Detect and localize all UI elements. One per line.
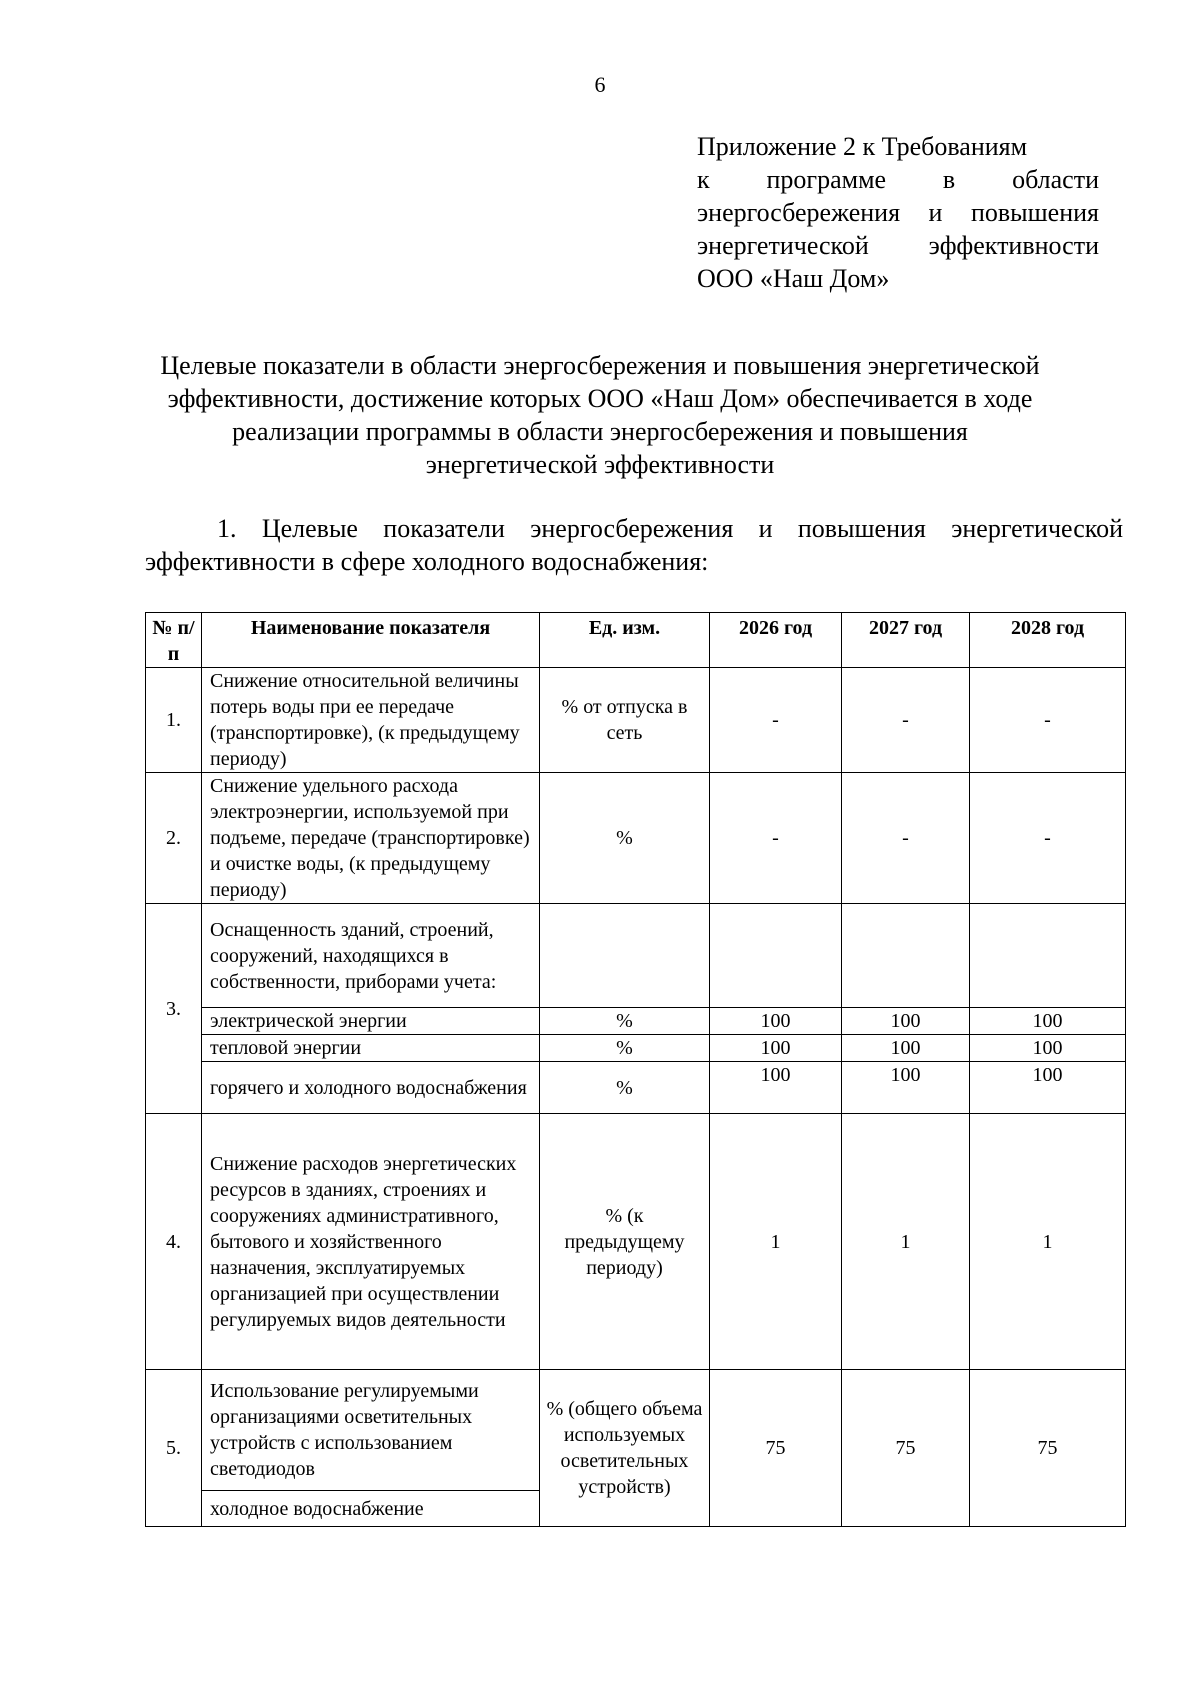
section-line: 1. Целевые показатели энергосбережения и повышения энергетической bbox=[217, 514, 1123, 543]
row-num: 5. bbox=[146, 1370, 202, 1527]
header-num: № п/п bbox=[146, 613, 202, 668]
value-2027: 100 bbox=[842, 1062, 970, 1114]
indicator-name: Снижение удельного расхода электроэнергии, используемой при подъеме, передаче (транспортировке) и очистке воды, (к предыдущему периоду) bbox=[202, 773, 540, 904]
value-2027: 1 bbox=[842, 1114, 970, 1370]
table-row bbox=[146, 773, 1126, 904]
indicator-name: Оснащенность зданий, строений, сооружений, находящихся в собственности, приборами учета: bbox=[202, 904, 540, 1008]
header-2026: 2026 год bbox=[710, 613, 842, 668]
empty-cell bbox=[970, 904, 1126, 1008]
table-row bbox=[146, 904, 1126, 1008]
row-num: 4. bbox=[146, 1114, 202, 1370]
indicator-subname: тепловой энергии bbox=[202, 1035, 540, 1062]
title-line: энергетической эффективности bbox=[425, 450, 775, 479]
empty-cell bbox=[540, 904, 710, 1008]
value-2028: 100 bbox=[970, 1008, 1126, 1035]
value-2027: 75 bbox=[842, 1370, 970, 1527]
appendix-line: ООО «Наш Дом» bbox=[697, 264, 890, 293]
value-2027: 100 bbox=[842, 1035, 970, 1062]
appendix-line: энергетической эффективности bbox=[697, 231, 1099, 260]
indicator-subname: горячего и холодного водоснабжения bbox=[202, 1062, 540, 1114]
indicator-unit: % bbox=[540, 1062, 710, 1114]
table-row bbox=[146, 1370, 1126, 1491]
value-2028: 75 bbox=[970, 1370, 1126, 1527]
value-2026: - bbox=[710, 668, 842, 773]
indicator-unit: % bbox=[540, 1035, 710, 1062]
title-line: эффективности, достижение которых ООО «Наш Дом» обеспечивается в ходе bbox=[167, 384, 1033, 413]
page-number: 6 bbox=[594, 72, 606, 97]
row-num: 1. bbox=[146, 668, 202, 773]
value-2026: 100 bbox=[710, 1035, 842, 1062]
header-2027: 2027 год bbox=[842, 613, 970, 668]
value-2026: 75 bbox=[710, 1370, 842, 1527]
value-2028: 100 bbox=[970, 1062, 1126, 1114]
value-2028: - bbox=[970, 773, 1126, 904]
header-name: Наименование показателя bbox=[202, 613, 540, 668]
section-heading bbox=[145, 512, 1123, 578]
row-num: 3. bbox=[146, 904, 202, 1114]
document-title bbox=[100, 349, 1100, 481]
indicator-unit: % (общего объема используемых осветительных устройств) bbox=[540, 1370, 710, 1527]
appendix-heading bbox=[697, 130, 1099, 295]
value-2028: 100 bbox=[970, 1035, 1126, 1062]
table-subrow bbox=[146, 1062, 1126, 1114]
header-2028: 2028 год bbox=[970, 613, 1126, 668]
indicator-name: Снижение расходов энергетических ресурсов в зданиях, строениях и сооружениях административного, бытового и хозяйственного назначения, эксплуатируемых организацией при осуществлении регулируемых видов деятельности bbox=[202, 1114, 540, 1370]
value-2026: - bbox=[710, 773, 842, 904]
indicator-unit: % bbox=[540, 1008, 710, 1035]
value-2027: - bbox=[842, 773, 970, 904]
appendix-line: Приложение 2 к Требованиям bbox=[697, 132, 1028, 161]
indicator-unit: % от отпуска в сеть bbox=[540, 668, 710, 773]
table-subrow bbox=[146, 1035, 1126, 1062]
empty-cell bbox=[710, 904, 842, 1008]
indicator-subname: электрической энергии bbox=[202, 1008, 540, 1035]
value-2026: 100 bbox=[710, 1008, 842, 1035]
title-line: Целевые показатели в области энергосбережения и повышения энергетической bbox=[160, 351, 1040, 380]
indicator-name: Использование регулируемыми организациями осветительных устройств с использованием светодиодов bbox=[202, 1370, 540, 1491]
value-2027: - bbox=[842, 668, 970, 773]
indicator-subname: холодное водоснабжение bbox=[202, 1491, 540, 1527]
value-2026: 1 bbox=[710, 1114, 842, 1370]
section-line: эффективности в сфере холодного водоснабжения: bbox=[145, 547, 709, 576]
header-unit: Ед. изм. bbox=[540, 613, 710, 668]
value-2027: 100 bbox=[842, 1008, 970, 1035]
indicators-table bbox=[145, 612, 1126, 1527]
table-subrow bbox=[146, 1008, 1126, 1035]
value-2028: - bbox=[970, 668, 1126, 773]
value-2028: 1 bbox=[970, 1114, 1126, 1370]
row-num: 2. bbox=[146, 773, 202, 904]
table-row bbox=[146, 1114, 1126, 1370]
table-row bbox=[146, 668, 1126, 773]
appendix-line: энергосбережения и повышения bbox=[697, 198, 1099, 227]
table-header-row bbox=[146, 613, 1126, 668]
title-line: реализации программы в области энергосбережения и повышения bbox=[232, 417, 968, 446]
indicator-unit: % bbox=[540, 773, 710, 904]
appendix-line: к программе в области bbox=[697, 165, 1099, 194]
empty-cell bbox=[842, 904, 970, 1008]
value-2026: 100 bbox=[710, 1062, 842, 1114]
indicator-name: Снижение относительной величины потерь воды при ее передаче (транспортировке), (к предыдущему периоду) bbox=[202, 668, 540, 773]
indicator-unit: % (к предыдущему периоду) bbox=[540, 1114, 710, 1370]
